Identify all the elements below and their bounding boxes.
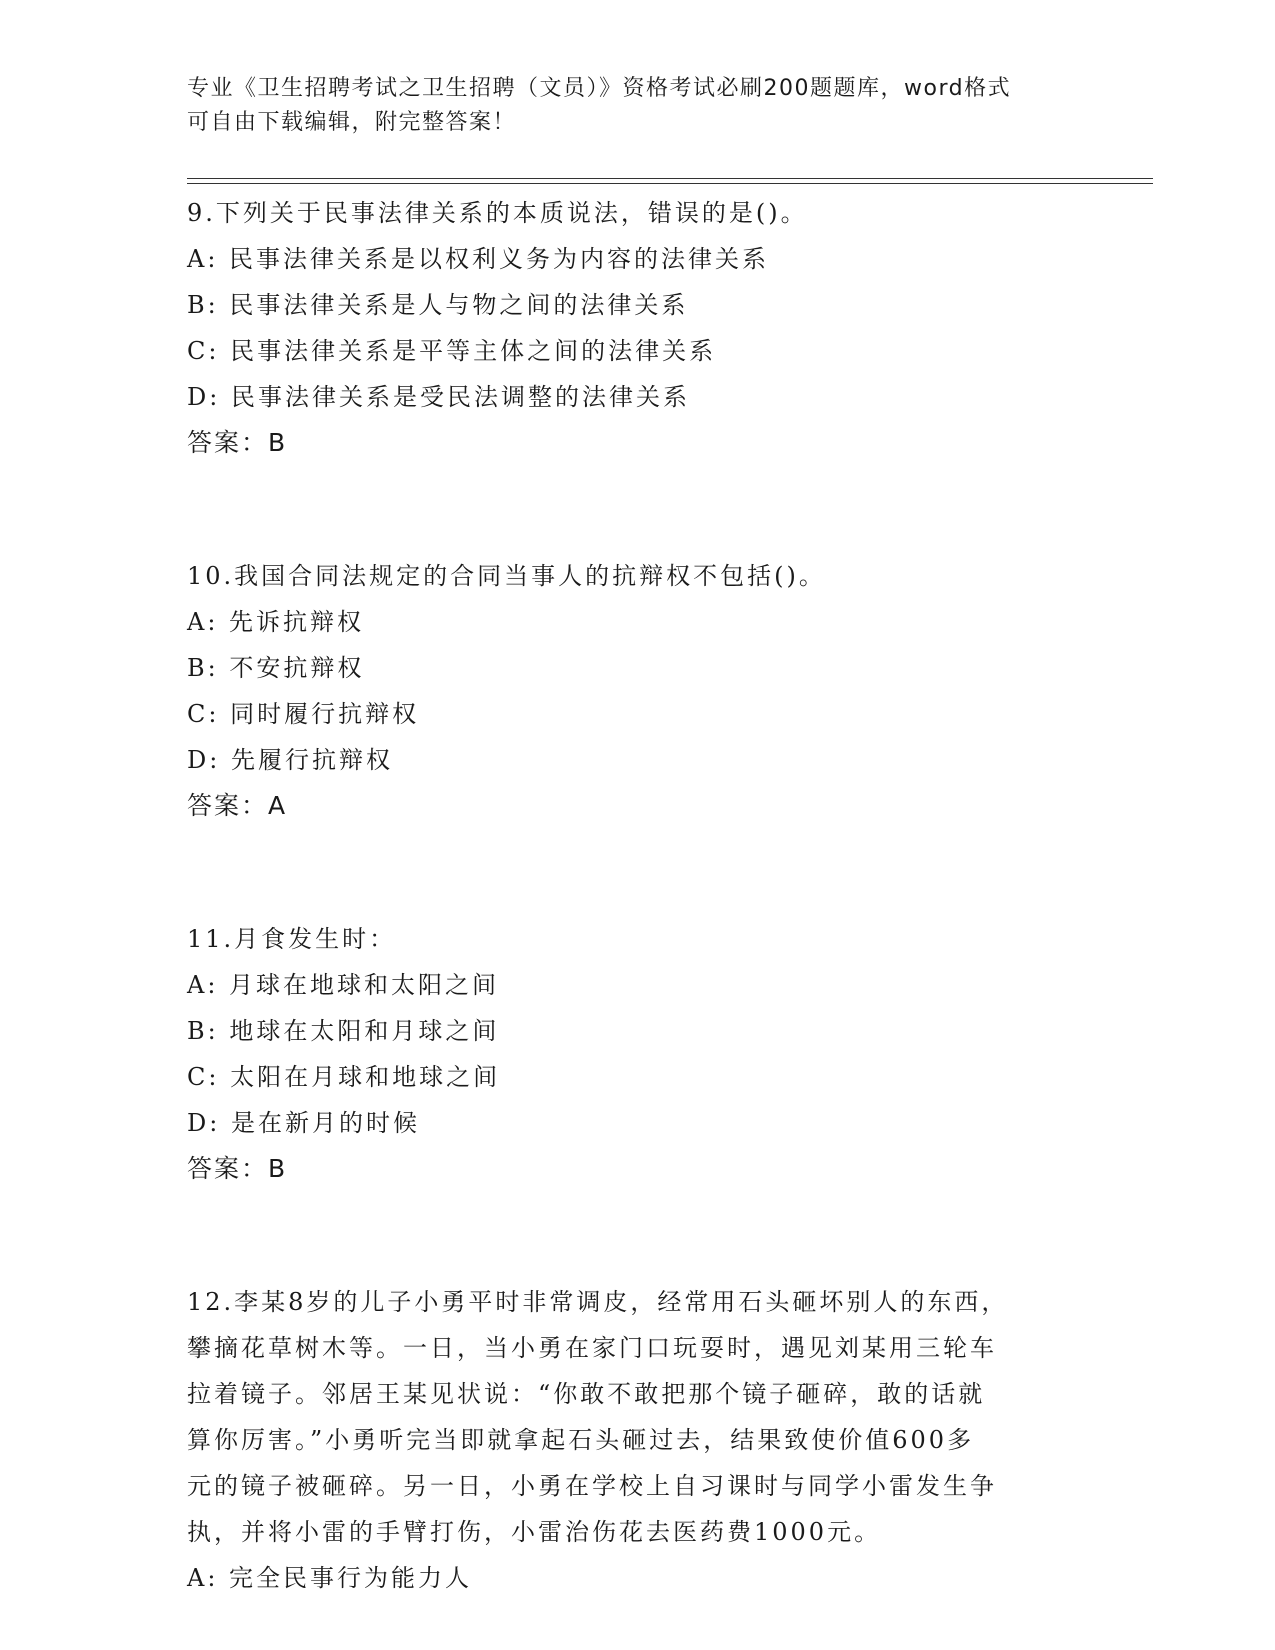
option-a: A: 月球在地球和太阳之间: [187, 971, 500, 999]
answer-label: 答案：B: [187, 428, 288, 457]
option-a: A: 先诉抗辩权: [187, 608, 365, 636]
question-stem: 10.我国合同法规定的合同当事人的抗辩权不包括()。: [187, 562, 826, 590]
question-gap: [187, 466, 1067, 553]
header-divider-bottom: [187, 183, 1153, 184]
header-title-line-2: 可自由下载编辑，附完整答案！: [187, 110, 517, 135]
option-c: C: 太阳在月球和地球之间: [187, 1063, 501, 1091]
document-header: [187, 72, 1067, 140]
question-stem: 11.月食发生时：: [187, 925, 397, 953]
option-d: D: 是在新月的时候: [187, 1109, 420, 1137]
question-stem-line: 执，并将小雷的手臂打伤，小雷治伤花去医药费1000元。: [187, 1518, 882, 1546]
question-stem-line: 算你厉害。”小勇听完当即就拿起石头砸过去，结果致使价值600多: [187, 1426, 975, 1454]
question-stem-line: 攀摘花草树木等。一日，当小勇在家门口玩耍时，遇见刘某用三轮车: [187, 1334, 997, 1362]
question-stem-line: 元的镜子被砸碎。另一日，小勇在学校上自习课时与同学小雷发生争: [187, 1472, 997, 1500]
option-d: D: 民事法律关系是受民法调整的法律关系: [187, 383, 690, 411]
header-title-line-1: 专业《卫生招聘考试之卫生招聘（文员）》资格考试必刷200题题库，word格式: [187, 76, 1012, 101]
question-list: [187, 190, 1067, 1601]
question-stem-line: 拉着镜子。邻居王某见状说：“你敢不敢把那个镜子砸碎，敢的话就: [187, 1380, 986, 1408]
option-c: C: 同时履行抗辩权: [187, 700, 420, 728]
option-b: B: 地球在太阳和月球之间: [187, 1017, 500, 1045]
option-b: B: 不安抗辩权: [187, 654, 365, 682]
question-gap: [187, 829, 1067, 916]
option-a: A: 民事法律关系是以权利义务为内容的法律关系: [187, 245, 770, 273]
question-stem: [187, 1279, 1067, 1555]
question-stem: 9.下列关于民事法律关系的本质说法，错误的是()。: [187, 199, 808, 227]
option-b: B: 民事法律关系是人与物之间的法律关系: [187, 291, 689, 319]
option-c: C: 民事法律关系是平等主体之间的法律关系: [187, 337, 717, 365]
option-a: A: 完全民事行为能力人: [187, 1564, 473, 1592]
header-divider-top: [187, 178, 1153, 179]
question-12: [187, 1279, 1067, 1601]
question-stem-line: 12.李某8岁的儿子小勇平时非常调皮，经常用石头砸坏别人的东西，: [187, 1288, 1009, 1316]
answer-label: 答案：A: [187, 791, 288, 820]
option-d: D: 先履行抗辩权: [187, 746, 393, 774]
question-10: [187, 553, 1067, 829]
question-gap: [187, 1192, 1067, 1279]
answer-label: 答案：B: [187, 1154, 288, 1183]
question-9: [187, 190, 1067, 466]
question-11: [187, 916, 1067, 1192]
